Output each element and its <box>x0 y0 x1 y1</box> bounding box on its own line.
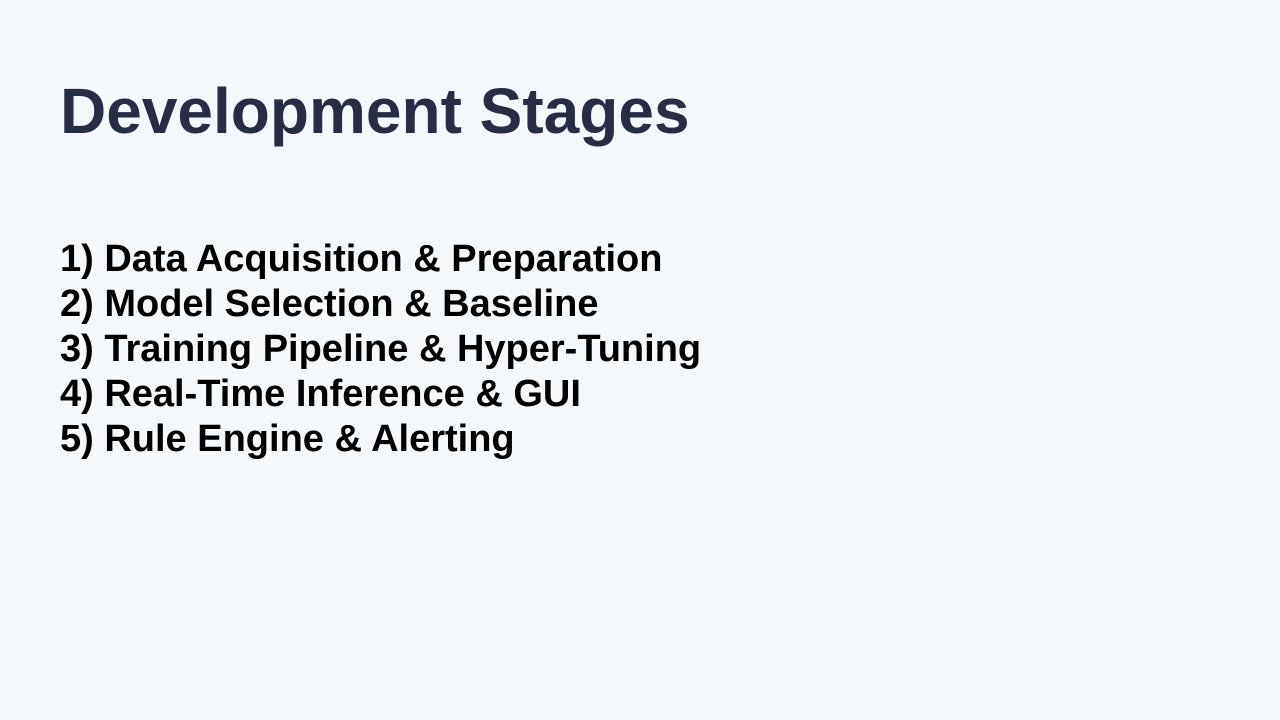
stage-list <box>60 237 701 462</box>
stage-item-5: 5) Rule Engine & Alerting <box>60 418 515 460</box>
stage-item-4: 4) Real-Time Inference & GUI <box>60 373 581 415</box>
slide-title: Development Stages <box>60 75 690 147</box>
stage-item-1: 1) Data Acquisition & Preparation <box>60 238 663 280</box>
stage-item-2: 2) Model Selection & Baseline <box>60 283 599 325</box>
stage-item-3: 3) Training Pipeline & Hyper-Tuning <box>60 328 702 370</box>
